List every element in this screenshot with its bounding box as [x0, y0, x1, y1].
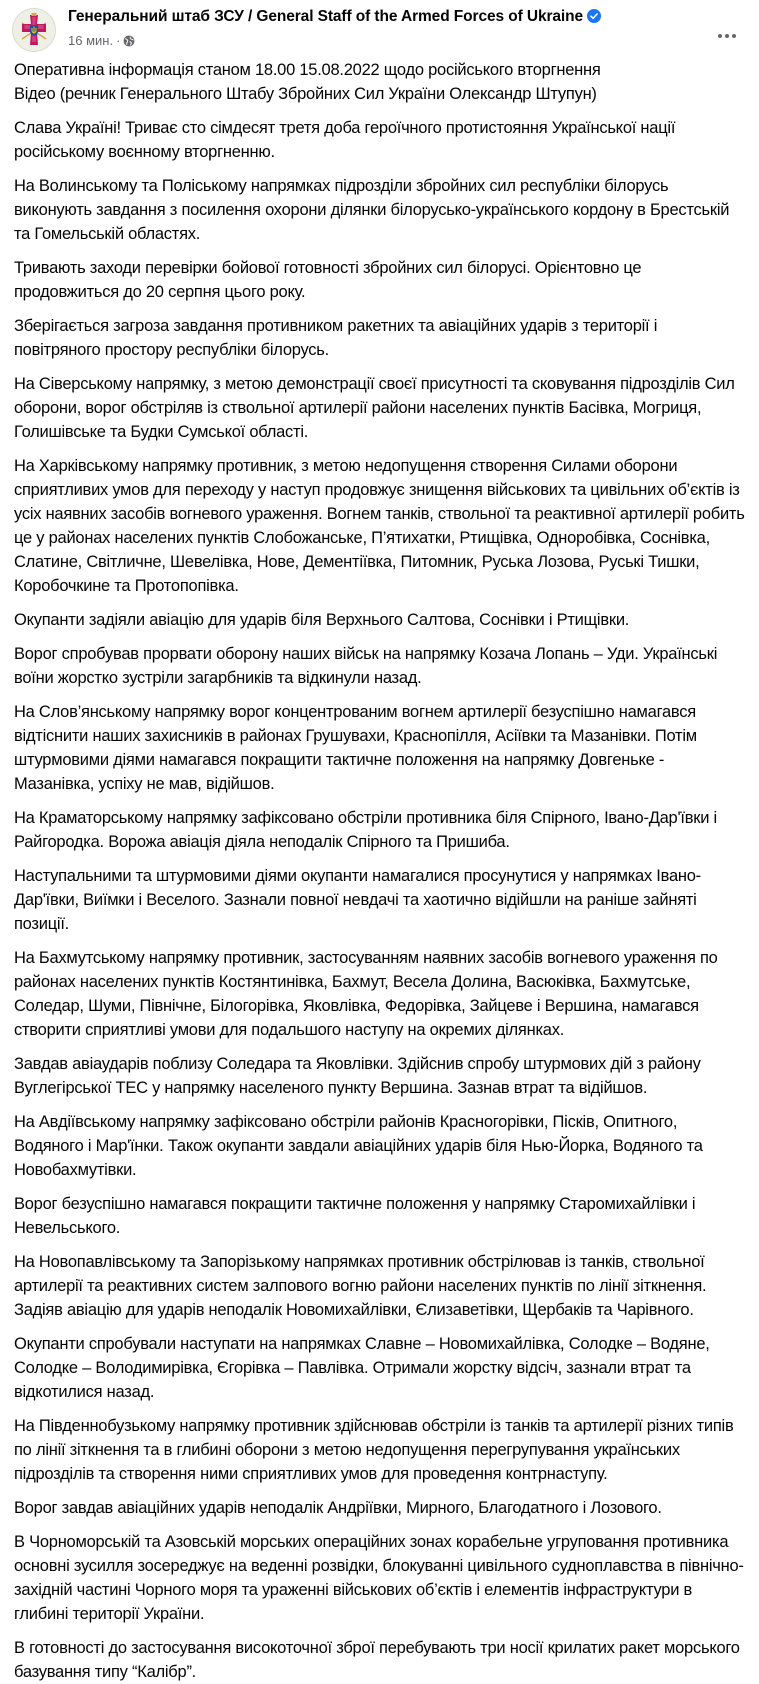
post-paragraph: На Новопавлівському та Запорізькому напрямках противник обстрілював із танків, ствольної артилерії та реактивних систем залпового вогню райони населених пунктів по лінії зіткнення. Задіяв авіацію для ударів неподалік Новомихайлівки, Єлизаветівки, Щербаків та Чарівного. — [14, 1253, 707, 1319]
post-meta — [68, 33, 135, 48]
post-paragraph: На Краматорському напрямку зафіксовано обстріли противника біля Спірного, Івано-Дар'ївки і Райгородка. Ворожа авіація діяла неподалік Спірного та Пришиба. — [14, 809, 717, 851]
more-horizontal-icon — [717, 33, 737, 39]
post-paragraph: Окупанти спробували наступати на напрямках Славне – Новомихайлівка, Солодке – Водяне, Солодке – Володимирівка, Єгорівка – Павлівка. Отримали жорстку відсіч, зазнали втрат та відкотилися назад. — [14, 1335, 710, 1401]
post-paragraph: Окупанти задіяли авіацію для ударів біля Верхнього Салтова, Соснівки і Ртищівки. — [14, 611, 630, 629]
meta-separator: · — [116, 33, 121, 48]
verified-badge-icon — [587, 9, 601, 23]
post-video-line: Відео (речник Генерального Штабу Збройних Сил України Олександр Штупун) — [14, 85, 597, 103]
post-paragraph: Ворог завдав авіаційних ударів неподалік Андріївки, Мирного, Благодатного і Лозового. — [14, 1499, 662, 1517]
general-staff-emblem-icon — [13, 9, 55, 51]
post-paragraph: На Волинському та Поліському напрямках підрозділи збройних сил республіки білорусь виконують завдання з посилення охорони ділянки білорусько-українського кордону в Брестській та Гомельській областях. — [14, 177, 730, 243]
author-name[interactable] — [68, 8, 601, 26]
post-paragraph: На Авдіївському напрямку зафіксовано обстріли районів Красногорівки, Пісків, Опитного, Водяного і Мар'їнки. Також окупанти завдали авіаційних ударів біля Нью-Йорка, Водяного та Новобахмутівки. — [14, 1113, 703, 1179]
post-paragraph: В Чорноморській та Азовській морських операційних зонах корабельне угруповання противника основні зусилля зосереджує на веденні розвідки, блокуванні цивільного судноплавства в північно-західній частині Чорного моря та ураженні військових об’єктів і елементів інфраструктури в глибині території України. — [14, 1533, 744, 1623]
post-paragraph: На Південнобузькому напрямку противник здійснював обстріли із танків та артилерії різних типів по лінії зіткнення та в глибині оборони з метою недопущення перегрупування українських підрозділів та створення ними сприятливих умов для проведення контрнаступу. — [14, 1417, 734, 1483]
post-paragraph: Зберігається загроза завдання противником ракетних та авіаційних ударів з території і повітряного простору республіки білорусь. — [14, 317, 658, 359]
post-paragraph: В готовності до застосування високоточної зброї перебувають три носії крилатих ракет морського базування типу “Калібр”. — [14, 1639, 740, 1681]
post-title-line: Оперативна інформація станом 18.00 15.08.2022 щодо російського вторгнення — [14, 61, 601, 79]
post-paragraph: Тривають заходи перевірки бойової готовності збройних сил білорусі. Орієнтовно це продовжиться до 20 серпня цього року. — [14, 259, 642, 301]
post-paragraph: На Сіверському напрямку, з метою демонстрації своєї присутності та сковування підрозділів Сил оборони, ворог обстріляв із ствольної артилерії райони населених пунктів Басівка, Могриця, Голишівське та Будки Сумської області. — [14, 375, 735, 441]
post-paragraph: Наступальними та штурмовими діями окупанти намагалися просунутися у напрямках Івано-Дар'ївки, Виїмки і Веселого. Зазнали повної невдачі та хаотично відійшли на раніше зайняті позиції. — [14, 867, 701, 933]
post-paragraph: Завдав авіаударів поблизу Соледара та Яковлівки. Здійснив спробу штурмових дій з району Вуглегірської ТЕС у напрямку населеного пункту Вершина. Зазнав втрат та відійшов. — [14, 1055, 701, 1097]
post-paragraph: На Бахмутському напрямку противник, застосуванням наявних засобів вогневого ураження по районах населених пунктів Костянтинівка, Бахмут, Весела Долина, Васюківка, Бахмутське, Соледар, Шуми, Північне, Білогорівка, Яковлівка, Федорівка, Зайцеве і Вершина, намагався створити сприятливі умови для подальшого наступу на окремих ділянках. — [14, 949, 718, 1039]
globe-icon[interactable] — [123, 35, 135, 47]
avatar[interactable] — [12, 8, 56, 52]
post-header — [0, 0, 759, 58]
post-paragraph: На Харківському напрямку противник, з метою недопущення створення Силами оборони сприятливих умов для переходу у наступ продовжує знищення військових та цивільних об’єктів із усіх наявних засобів вогневого ураження. Вогнем танків, ствольної та реактивної артилерії робить це у районах населених пунктів Слобожанське, П’ятихатки, Ртищівка, Одноробівка, Соснівка, Слатине, Світличне, Шевелівка, Нове, Дементіївка, Питомник, Руська Лозова, Руські Тишки, Коробочкине та Протопопівка. — [14, 457, 745, 595]
post-timestamp[interactable]: 16 мин. — [68, 33, 114, 48]
post-paragraph: Ворог безуспішно намагався покращити тактичне положення у напрямку Старомихайлівки і Невельського. — [14, 1195, 696, 1237]
post-body — [0, 58, 759, 1684]
post-paragraph: Ворог спробував прорвати оборону наших військ на напрямку Козача Лопань – Уди. Українські воїни жорстко зустріли загарбників та відкинули назад. — [14, 645, 718, 687]
author-name-text[interactable]: Генеральний штаб ЗСУ / General Staff of the Armed Forces of Ukraine — [68, 8, 584, 25]
post-paragraph: Слава Україні! Триває сто сімдесят третя доба героїчного протистояння Української нації російському воєнному вторгненню. — [14, 119, 676, 161]
more-options-button[interactable] — [709, 18, 745, 54]
post-paragraph: На Слов’янському напрямку ворог концентрованим вогнем артилерії безуспішно намагався відтіснити наших захисників в районах Грушувахи, Краснопілля, Асіївки та Мазанівки. Потім штурмовими діями намагався покращити тактичне положення на напрямку Довгеньке - Мазанівка, успіху не мав, відійшов. — [14, 703, 697, 793]
